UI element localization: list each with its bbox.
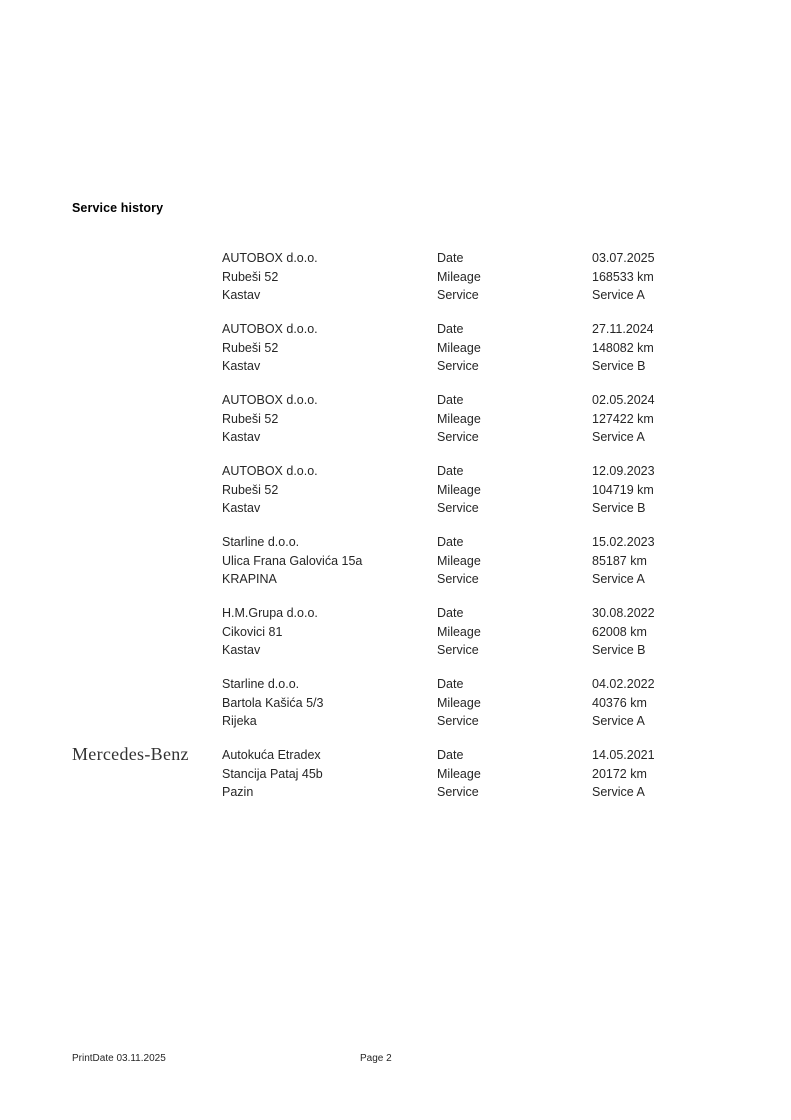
field-labels <box>437 462 592 518</box>
date-label: Date <box>437 393 464 407</box>
field-labels <box>437 391 592 447</box>
field-values <box>592 604 752 660</box>
workshop-address: Rubeši 52 <box>222 482 279 497</box>
service-label: Service <box>437 643 479 658</box>
workshop-city: Kastav <box>222 430 261 445</box>
mileage-value: 168533 km <box>592 269 654 284</box>
workshop-name: AUTOBOX d.o.o. <box>222 393 318 407</box>
service-entry <box>222 462 762 533</box>
mileage-label: Mileage <box>437 340 481 355</box>
mileage-label: Mileage <box>437 411 481 426</box>
workshop-address: Rubeši 52 <box>222 340 279 355</box>
workshop-info <box>222 249 437 305</box>
date-label: Date <box>437 606 464 620</box>
service-value: Service A <box>592 785 645 800</box>
service-label: Service <box>437 572 479 587</box>
service-entry <box>222 675 762 746</box>
service-entry <box>222 533 762 604</box>
date-value: 02.05.2024 <box>592 393 655 407</box>
workshop-name: AUTOBOX d.o.o. <box>222 322 318 336</box>
footer-print-date: PrintDate 03.11.2025 <box>72 1053 166 1064</box>
field-labels <box>437 604 592 660</box>
field-values <box>592 249 752 305</box>
workshop-address: Rubeši 52 <box>222 269 279 284</box>
date-value: 12.09.2023 <box>592 464 655 478</box>
workshop-address: Ulica Frana Galovića 15a <box>222 553 363 568</box>
date-label: Date <box>437 748 464 762</box>
workshop-city: Rijeka <box>222 714 257 729</box>
service-label: Service <box>437 430 479 445</box>
field-labels <box>437 533 592 589</box>
mileage-value: 20172 km <box>592 766 647 781</box>
mileage-value: 85187 km <box>592 553 647 568</box>
workshop-info <box>222 675 437 731</box>
mercedes-benz-wordmark: Mercedes-Benz <box>72 744 189 764</box>
date-label: Date <box>437 677 464 691</box>
footer-page-number: Page 2 <box>360 1053 392 1064</box>
workshop-name: Starline d.o.o. <box>222 535 300 549</box>
mileage-value: 62008 km <box>592 624 647 639</box>
workshop-city: Kastav <box>222 288 261 303</box>
field-values <box>592 675 752 731</box>
workshop-name: AUTOBOX d.o.o. <box>222 464 318 478</box>
workshop-name: Starline d.o.o. <box>222 677 300 691</box>
workshop-address: Stancija Pataj 45b <box>222 766 323 781</box>
date-value: 14.05.2021 <box>592 748 655 762</box>
service-value: Service B <box>592 501 646 516</box>
service-label: Service <box>437 714 479 729</box>
mileage-label: Mileage <box>437 624 481 639</box>
service-entry <box>222 249 762 320</box>
service-entry <box>222 604 762 675</box>
mileage-label: Mileage <box>437 766 481 781</box>
service-label: Service <box>437 288 479 303</box>
service-value: Service A <box>592 572 645 587</box>
date-value: 15.02.2023 <box>592 535 655 549</box>
service-label: Service <box>437 501 479 516</box>
field-labels <box>437 675 592 731</box>
workshop-name: Autokuća Etradex <box>222 748 321 762</box>
workshop-info <box>222 462 437 518</box>
workshop-address: Rubeši 52 <box>222 411 279 426</box>
mileage-value: 127422 km <box>592 411 654 426</box>
field-values <box>592 533 752 589</box>
date-value: 03.07.2025 <box>592 251 655 265</box>
service-entry <box>222 320 762 391</box>
workshop-city: Kastav <box>222 643 261 658</box>
mileage-value: 40376 km <box>592 695 647 710</box>
mileage-label: Mileage <box>437 269 481 284</box>
date-label: Date <box>437 251 464 265</box>
service-entry <box>222 746 762 817</box>
workshop-info <box>222 746 437 802</box>
service-value: Service B <box>592 643 646 658</box>
mileage-value: 148082 km <box>592 340 654 355</box>
date-label: Date <box>437 535 464 549</box>
workshop-info <box>222 604 437 660</box>
workshop-city: Kastav <box>222 359 261 374</box>
date-value: 04.02.2022 <box>592 677 655 691</box>
service-value: Service B <box>592 359 646 374</box>
field-values <box>592 746 752 802</box>
service-value: Service A <box>592 288 645 303</box>
workshop-address: Cikovici 81 <box>222 624 283 639</box>
workshop-info <box>222 320 437 376</box>
service-entry <box>222 391 762 462</box>
mileage-label: Mileage <box>437 482 481 497</box>
workshop-info <box>222 533 437 589</box>
field-values <box>592 391 752 447</box>
service-value: Service A <box>592 714 645 729</box>
service-label: Service <box>437 785 479 800</box>
page-title: Service history <box>72 201 164 215</box>
mileage-label: Mileage <box>437 695 481 710</box>
service-label: Service <box>437 359 479 374</box>
workshop-city: Kastav <box>222 501 261 516</box>
field-labels <box>437 249 592 305</box>
date-value: 27.11.2024 <box>592 322 654 336</box>
workshop-name: H.M.Grupa d.o.o. <box>222 606 318 620</box>
service-entry-list <box>222 249 762 817</box>
workshop-name: AUTOBOX d.o.o. <box>222 251 318 265</box>
field-values <box>592 462 752 518</box>
mileage-value: 104719 km <box>592 482 654 497</box>
service-value: Service A <box>592 430 645 445</box>
date-label: Date <box>437 322 464 336</box>
field-values <box>592 320 752 376</box>
workshop-info <box>222 391 437 447</box>
workshop-city: KRAPINA <box>222 572 277 587</box>
workshop-city: Pazin <box>222 785 254 800</box>
date-value: 30.08.2022 <box>592 606 655 620</box>
field-labels <box>437 746 592 802</box>
date-label: Date <box>437 464 464 478</box>
workshop-address: Bartola Kašića 5/3 <box>222 695 324 710</box>
field-labels <box>437 320 592 376</box>
mileage-label: Mileage <box>437 553 481 568</box>
